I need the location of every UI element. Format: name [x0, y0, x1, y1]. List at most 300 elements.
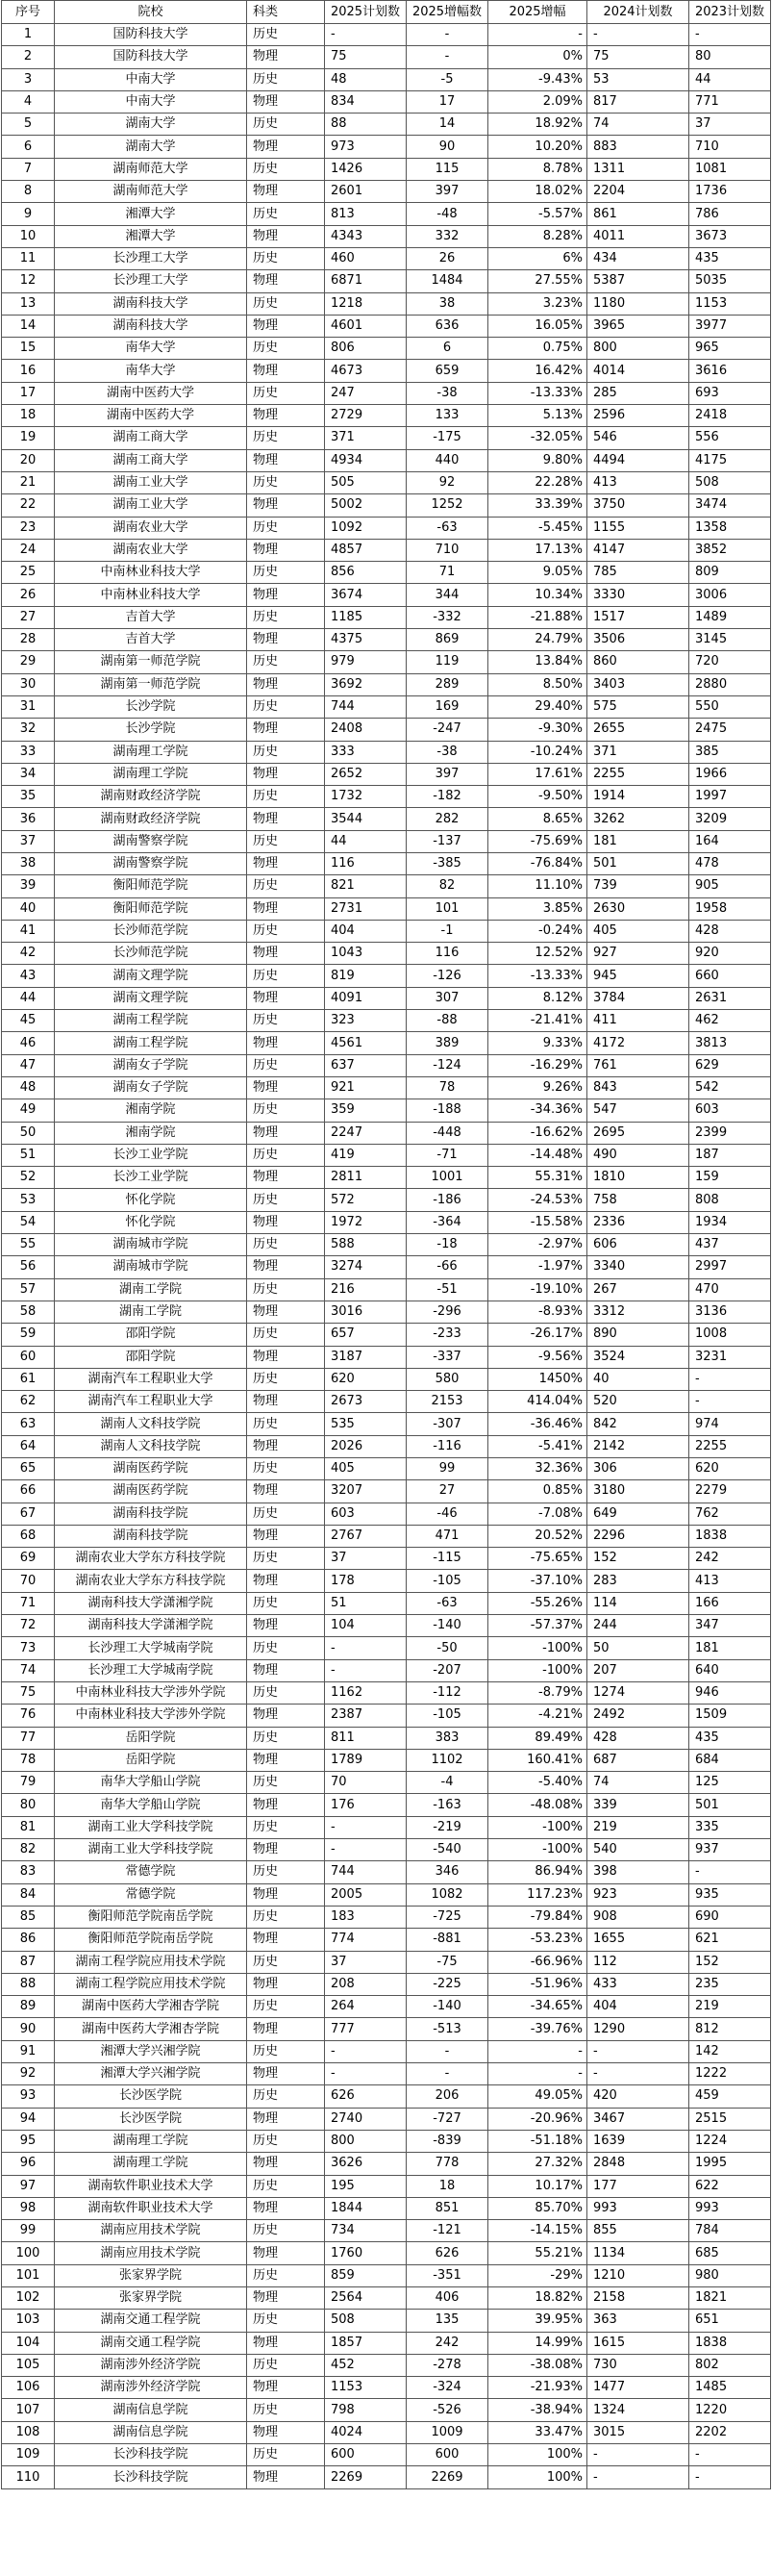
plan-2025-cell: 4375: [325, 629, 407, 651]
plan-2025-cell: 1760: [325, 2242, 407, 2264]
subject-cell: 物理: [247, 360, 325, 382]
seq-cell: 4: [2, 90, 55, 113]
plan-2023-cell: 808: [689, 1189, 771, 1211]
change-count-cell: -337: [407, 1346, 488, 1368]
plan-2024-cell: 860: [587, 651, 689, 673]
plan-2024-cell: 758: [587, 1189, 689, 1211]
school-cell: 湖南财政经济学院: [55, 786, 247, 808]
seq-cell: 44: [2, 987, 55, 1009]
plan-2024-cell: 411: [587, 1010, 689, 1032]
seq-cell: 25: [2, 562, 55, 584]
school-cell: 湖南第一师范学院: [55, 651, 247, 673]
plan-2023-cell: 1958: [689, 897, 771, 920]
seq-cell: 7: [2, 158, 55, 180]
subject-cell: 历史: [247, 920, 325, 942]
subject-cell: 历史: [247, 1906, 325, 1928]
seq-cell: 63: [2, 1413, 55, 1435]
seq-cell: 51: [2, 1144, 55, 1166]
subject-cell: 物理: [247, 136, 325, 158]
subject-cell: 历史: [247, 2444, 325, 2466]
change-count-cell: -324: [407, 2377, 488, 2399]
school-cell: 长沙理工大学城南学院: [55, 1637, 247, 1659]
plan-2024-cell: 267: [587, 1278, 689, 1301]
change-count-cell: 440: [407, 449, 488, 471]
table-row: [2, 719, 771, 741]
seq-cell: 3: [2, 68, 55, 90]
plan-2024-cell: -: [587, 2466, 689, 2488]
school-cell: 湖南女子学院: [55, 1054, 247, 1076]
subject-cell: 历史: [247, 1368, 325, 1390]
subject-cell: 物理: [247, 494, 325, 517]
table-row: [2, 2085, 771, 2108]
change-rate-cell: -24.53%: [488, 1189, 587, 1211]
seq-cell: 97: [2, 2175, 55, 2197]
plan-2023-cell: 762: [689, 1503, 771, 1525]
seq-cell: 107: [2, 2399, 55, 2421]
plan-2023-cell: 2255: [689, 1435, 771, 1457]
table-row: [2, 651, 771, 673]
table-row: [2, 1076, 771, 1099]
plan-2025-cell: 3626: [325, 2153, 407, 2175]
seq-cell: 55: [2, 1234, 55, 1256]
plan-2024-cell: 1615: [587, 2332, 689, 2354]
plan-2025-cell: 3016: [325, 1301, 407, 1323]
change-rate-cell: -100%: [488, 1816, 587, 1838]
table-row: [2, 24, 771, 46]
school-cell: 湖南科技学院: [55, 1525, 247, 1547]
seq-cell: 92: [2, 2063, 55, 2085]
change-count-cell: -5: [407, 68, 488, 90]
plan-2024-cell: 2336: [587, 1211, 689, 1233]
subject-cell: 历史: [247, 1772, 325, 1794]
subject-cell: 物理: [247, 1032, 325, 1054]
seq-cell: 98: [2, 2197, 55, 2219]
plan-2025-cell: 44: [325, 830, 407, 852]
plan-2023-cell: 685: [689, 2242, 771, 2264]
school-cell: 湖南工程学院应用技术学院: [55, 1951, 247, 1973]
school-cell: 湖南交通工程学院: [55, 2332, 247, 2354]
school-cell: 湖南医药学院: [55, 1458, 247, 1480]
plan-2023-cell: -: [689, 1391, 771, 1413]
plan-2025-cell: 2729: [325, 405, 407, 427]
change-count-cell: 71: [407, 562, 488, 584]
plan-2025-cell: -: [325, 1659, 407, 1681]
change-rate-cell: 6%: [488, 247, 587, 269]
table-row: [2, 606, 771, 628]
subject-cell: 物理: [247, 2286, 325, 2309]
plan-2024-cell: 883: [587, 136, 689, 158]
plan-2024-cell: 3467: [587, 2108, 689, 2130]
school-cell: 湖南理工学院: [55, 763, 247, 785]
table-row: [2, 695, 771, 718]
change-rate-cell: 100%: [488, 2466, 587, 2488]
plan-2023-cell: 2515: [689, 2108, 771, 2130]
change-rate-cell: -39.76%: [488, 2018, 587, 2040]
plan-2025-cell: 2673: [325, 1391, 407, 1413]
change-count-cell: 1009: [407, 2421, 488, 2443]
plan-2025-cell: 5002: [325, 494, 407, 517]
plan-2024-cell: 5387: [587, 270, 689, 292]
plan-2025-cell: 800: [325, 2130, 407, 2152]
change-count-cell: 346: [407, 1861, 488, 1883]
subject-cell: 历史: [247, 2264, 325, 2286]
table-row: [2, 1883, 771, 1906]
change-count-cell: -182: [407, 786, 488, 808]
plan-2025-cell: 2005: [325, 1883, 407, 1906]
plan-2025-cell: 333: [325, 741, 407, 763]
school-cell: 邵阳学院: [55, 1346, 247, 1368]
plan-2024-cell: 993: [587, 2197, 689, 2219]
school-cell: 湖南女子学院: [55, 1076, 247, 1099]
plan-2025-cell: 104: [325, 1615, 407, 1637]
subject-cell: 物理: [247, 1749, 325, 1771]
subject-cell: 物理: [247, 897, 325, 920]
plan-2023-cell: 935: [689, 1883, 771, 1906]
change-rate-cell: -7.08%: [488, 1503, 587, 1525]
plan-2024-cell: 761: [587, 1054, 689, 1076]
change-count-cell: 580: [407, 1368, 488, 1390]
seq-cell: 75: [2, 1681, 55, 1704]
subject-cell: 物理: [247, 1705, 325, 1727]
plan-2024-cell: 546: [587, 427, 689, 449]
change-count-cell: -385: [407, 852, 488, 874]
subject-cell: 物理: [247, 2242, 325, 2264]
change-count-cell: 101: [407, 897, 488, 920]
school-cell: 衡阳师范学院南岳学院: [55, 1929, 247, 1951]
plan-2024-cell: 3015: [587, 2421, 689, 2443]
seq-cell: 83: [2, 1861, 55, 1883]
plan-2025-cell: 3207: [325, 1480, 407, 1503]
plan-2024-cell: 687: [587, 1749, 689, 1771]
plan-2023-cell: 693: [689, 382, 771, 404]
plan-2025-cell: 600: [325, 2444, 407, 2466]
change-rate-cell: 8.78%: [488, 158, 587, 180]
subject-cell: 历史: [247, 2399, 325, 2421]
seq-cell: 108: [2, 2421, 55, 2443]
subject-cell: 历史: [247, 203, 325, 225]
school-cell: 湘潭大学: [55, 225, 247, 247]
plan-2024-cell: 339: [587, 1794, 689, 1816]
change-rate-cell: 86.94%: [488, 1861, 587, 1883]
plan-2023-cell: 1081: [689, 158, 771, 180]
subject-cell: 物理: [247, 1167, 325, 1189]
school-cell: 怀化学院: [55, 1211, 247, 1233]
change-rate-cell: 117.23%: [488, 1883, 587, 1906]
change-count-cell: -233: [407, 1324, 488, 1346]
change-rate-cell: -26.17%: [488, 1324, 587, 1346]
subject-cell: 物理: [247, 1346, 325, 1368]
subject-cell: 历史: [247, 1278, 325, 1301]
change-count-cell: -278: [407, 2354, 488, 2376]
change-rate-cell: -51.96%: [488, 1973, 587, 1995]
change-count-cell: 92: [407, 471, 488, 493]
subject-cell: 物理: [247, 1839, 325, 1861]
plan-2025-cell: 744: [325, 695, 407, 718]
plan-2024-cell: 927: [587, 943, 689, 965]
school-cell: 湖南大学: [55, 136, 247, 158]
seq-cell: 37: [2, 830, 55, 852]
plan-2024-cell: 575: [587, 695, 689, 718]
plan-2023-cell: 651: [689, 2310, 771, 2332]
change-count-cell: -105: [407, 1705, 488, 1727]
plan-2024-cell: 2492: [587, 1705, 689, 1727]
table-row: [2, 2197, 771, 2219]
seq-cell: 80: [2, 1794, 55, 1816]
change-count-cell: 282: [407, 808, 488, 830]
school-cell: 湖南城市学院: [55, 1234, 247, 1256]
change-count-cell: -50: [407, 1637, 488, 1659]
plan-2023-cell: 640: [689, 1659, 771, 1681]
school-cell: 湖南工业大学: [55, 471, 247, 493]
subject-cell: 历史: [247, 741, 325, 763]
plan-2025-cell: 2387: [325, 1705, 407, 1727]
seq-cell: 35: [2, 786, 55, 808]
table-row: [2, 2040, 771, 2062]
subject-cell: 物理: [247, 405, 325, 427]
school-cell: 长沙医学院: [55, 2108, 247, 2130]
change-rate-cell: -48.08%: [488, 1794, 587, 1816]
header-change-count-2025: 2025增幅数: [407, 1, 488, 24]
table-row: [2, 158, 771, 180]
plan-2025-cell: 859: [325, 2264, 407, 2286]
change-count-cell: 406: [407, 2286, 488, 2309]
change-rate-cell: -100%: [488, 1659, 587, 1681]
school-cell: 湖南工程学院应用技术学院: [55, 1973, 247, 1995]
plan-2024-cell: 2296: [587, 1525, 689, 1547]
seq-cell: 90: [2, 2018, 55, 2040]
plan-2024-cell: 3340: [587, 1256, 689, 1278]
subject-cell: 历史: [247, 1099, 325, 1122]
plan-2025-cell: 88: [325, 114, 407, 136]
change-count-cell: -332: [407, 606, 488, 628]
plan-2024-cell: 1134: [587, 2242, 689, 2264]
change-rate-cell: 17.61%: [488, 763, 587, 785]
plan-2024-cell: 3262: [587, 808, 689, 830]
subject-cell: 物理: [247, 2332, 325, 2354]
table-row: [2, 1278, 771, 1301]
plan-2024-cell: 244: [587, 1615, 689, 1637]
plan-2024-cell: 3965: [587, 315, 689, 337]
change-count-cell: -: [407, 24, 488, 46]
seq-cell: 43: [2, 965, 55, 987]
change-count-cell: 99: [407, 1458, 488, 1480]
plan-2023-cell: 235: [689, 1973, 771, 1995]
seq-cell: 57: [2, 1278, 55, 1301]
plan-2023-cell: 435: [689, 1727, 771, 1749]
plan-2023-cell: 542: [689, 1076, 771, 1099]
school-cell: 湖南工学院: [55, 1301, 247, 1323]
change-count-cell: 206: [407, 2085, 488, 2108]
school-cell: 张家界学院: [55, 2264, 247, 2286]
plan-2024-cell: 817: [587, 90, 689, 113]
change-rate-cell: 10.17%: [488, 2175, 587, 2197]
subject-cell: 历史: [247, 1996, 325, 2018]
change-count-cell: 1001: [407, 1167, 488, 1189]
change-count-cell: -725: [407, 1906, 488, 1928]
change-count-cell: 169: [407, 695, 488, 718]
subject-cell: 历史: [247, 471, 325, 493]
subject-cell: 物理: [247, 763, 325, 785]
table-row: [2, 1144, 771, 1166]
table-row: [2, 449, 771, 471]
plan-2025-cell: 834: [325, 90, 407, 113]
school-cell: 湖南农业大学东方科技学院: [55, 1570, 247, 1592]
change-rate-cell: -15.58%: [488, 1211, 587, 1233]
table-row: [2, 897, 771, 920]
school-cell: 衡阳师范学院南岳学院: [55, 1906, 247, 1928]
change-count-cell: -188: [407, 1099, 488, 1122]
school-cell: 湖南中医药大学: [55, 405, 247, 427]
change-rate-cell: -55.26%: [488, 1592, 587, 1614]
school-cell: 湖南农业大学东方科技学院: [55, 1548, 247, 1570]
subject-cell: 历史: [247, 338, 325, 360]
subject-cell: 历史: [247, 1861, 325, 1883]
change-rate-cell: 24.79%: [488, 629, 587, 651]
school-cell: 湖南工商大学: [55, 427, 247, 449]
plan-2025-cell: 178: [325, 1570, 407, 1592]
school-cell: 湖南涉外经济学院: [55, 2377, 247, 2399]
table-row: [2, 1548, 771, 1570]
table-row: [2, 1391, 771, 1413]
change-rate-cell: 14.99%: [488, 2332, 587, 2354]
plan-2025-cell: 51: [325, 1592, 407, 1614]
change-rate-cell: 10.34%: [488, 584, 587, 606]
plan-2023-cell: 974: [689, 1413, 771, 1435]
plan-2024-cell: 3750: [587, 494, 689, 517]
plan-2025-cell: 626: [325, 2085, 407, 2108]
change-rate-cell: 8.65%: [488, 808, 587, 830]
plan-2025-cell: 2601: [325, 181, 407, 203]
plan-2024-cell: 945: [587, 965, 689, 987]
table-row: [2, 1951, 771, 1973]
subject-cell: 物理: [247, 1435, 325, 1457]
change-rate-cell: -14.48%: [488, 1144, 587, 1166]
plan-2025-cell: 4091: [325, 987, 407, 1009]
plan-2024-cell: 177: [587, 2175, 689, 2197]
plan-2023-cell: 1489: [689, 606, 771, 628]
plan-2024-cell: 428: [587, 1727, 689, 1749]
table-row: [2, 2130, 771, 2152]
plan-2023-cell: 684: [689, 1749, 771, 1771]
table-row: [2, 1167, 771, 1189]
plan-2025-cell: 2026: [325, 1435, 407, 1457]
subject-cell: 物理: [247, 2377, 325, 2399]
table-row: [2, 1794, 771, 1816]
seq-cell: 61: [2, 1368, 55, 1390]
change-rate-cell: 27.32%: [488, 2153, 587, 2175]
change-rate-cell: -16.29%: [488, 1054, 587, 1076]
change-count-cell: 116: [407, 943, 488, 965]
seq-cell: 34: [2, 763, 55, 785]
change-rate-cell: 8.50%: [488, 673, 587, 695]
subject-cell: 物理: [247, 2153, 325, 2175]
change-count-cell: 289: [407, 673, 488, 695]
plan-2024-cell: 547: [587, 1099, 689, 1122]
plan-2025-cell: 819: [325, 965, 407, 987]
plan-2023-cell: 980: [689, 2264, 771, 2286]
plan-2025-cell: -: [325, 24, 407, 46]
seq-cell: 76: [2, 1705, 55, 1727]
plan-2025-cell: 572: [325, 1189, 407, 1211]
table-row: [2, 338, 771, 360]
plan-2023-cell: 3474: [689, 494, 771, 517]
plan-2023-cell: 1222: [689, 2063, 771, 2085]
plan-2023-cell: 1485: [689, 2377, 771, 2399]
subject-cell: 历史: [247, 68, 325, 90]
table-row: [2, 225, 771, 247]
plan-2025-cell: 508: [325, 2310, 407, 2332]
change-rate-cell: 9.80%: [488, 449, 587, 471]
plan-2023-cell: 622: [689, 2175, 771, 2197]
plan-2025-cell: 6871: [325, 270, 407, 292]
table-row: [2, 1929, 771, 1951]
table-row: [2, 1705, 771, 1727]
plan-2024-cell: 1155: [587, 517, 689, 539]
change-rate-cell: -36.46%: [488, 1413, 587, 1435]
plan-2023-cell: -: [689, 1368, 771, 1390]
plan-2023-cell: 44: [689, 68, 771, 90]
change-count-cell: -66: [407, 1256, 488, 1278]
plan-2023-cell: 784: [689, 2220, 771, 2242]
change-count-cell: -: [407, 2063, 488, 2085]
table-row: [2, 1906, 771, 1928]
school-cell: 衡阳师范学院: [55, 875, 247, 897]
plan-2024-cell: -: [587, 2040, 689, 2062]
seq-cell: 103: [2, 2310, 55, 2332]
table-row: [2, 1816, 771, 1838]
plan-2023-cell: 2880: [689, 673, 771, 695]
plan-2025-cell: 979: [325, 651, 407, 673]
subject-cell: 历史: [247, 1054, 325, 1076]
seq-cell: 1: [2, 24, 55, 46]
change-rate-cell: 18.02%: [488, 181, 587, 203]
school-cell: 南华大学船山学院: [55, 1772, 247, 1794]
seq-cell: 81: [2, 1816, 55, 1838]
plan-2024-cell: 1914: [587, 786, 689, 808]
school-cell: 湖南警察学院: [55, 852, 247, 874]
seq-cell: 21: [2, 471, 55, 493]
subject-cell: 历史: [247, 1503, 325, 1525]
plan-2024-cell: 1311: [587, 158, 689, 180]
change-count-cell: -121: [407, 2220, 488, 2242]
plan-2025-cell: 48: [325, 68, 407, 90]
plan-2024-cell: 3506: [587, 629, 689, 651]
plan-2024-cell: 2142: [587, 1435, 689, 1457]
school-cell: 长沙理工大学: [55, 270, 247, 292]
subject-cell: 历史: [247, 651, 325, 673]
change-count-cell: -63: [407, 517, 488, 539]
plan-2025-cell: -: [325, 2063, 407, 2085]
change-rate-cell: 2.09%: [488, 90, 587, 113]
seq-cell: 14: [2, 315, 55, 337]
plan-2025-cell: 744: [325, 1861, 407, 1883]
school-cell: 常德学院: [55, 1861, 247, 1883]
plan-2023-cell: 786: [689, 203, 771, 225]
subject-cell: 历史: [247, 1458, 325, 1480]
change-count-cell: -219: [407, 1816, 488, 1838]
seq-cell: 20: [2, 449, 55, 471]
plan-2023-cell: 385: [689, 741, 771, 763]
plan-2024-cell: 2596: [587, 405, 689, 427]
plan-2024-cell: 420: [587, 2085, 689, 2108]
plan-2023-cell: 802: [689, 2354, 771, 2376]
seq-cell: 86: [2, 1929, 55, 1951]
plan-2025-cell: 4857: [325, 539, 407, 561]
school-cell: 长沙师范学院: [55, 943, 247, 965]
table-row: [2, 1122, 771, 1144]
seq-cell: 29: [2, 651, 55, 673]
subject-cell: 物理: [247, 2466, 325, 2488]
